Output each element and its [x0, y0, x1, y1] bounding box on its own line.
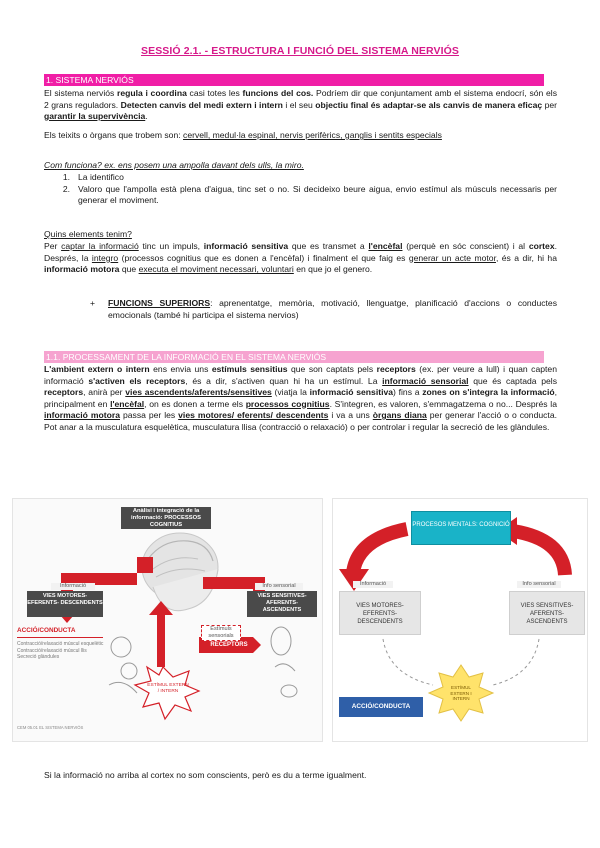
figure-credit: CEM 05.01 EL SISTEMA NERVIÓS	[17, 725, 84, 730]
numbered-list	[44, 172, 557, 207]
motor-pathways-box: VIES MOTORES- EFERENTS- DESCENDENTS	[27, 591, 103, 617]
action-items-list	[17, 641, 107, 661]
question-elements: Quins elements tenim?	[44, 229, 132, 239]
action-item: Secreció glàndules	[17, 654, 60, 660]
stimulus-star-label: ESTÍMUL EXTERN / INTERN	[147, 683, 189, 694]
info-tag-left-right: Informació	[353, 581, 393, 588]
paragraph-intro: El sistema nerviós regula i coordina casi totes les funcions del cos. Podríem dir que conjuntament amb el sistema endocrí, són els 2 grans reguladors. Detecten canvis del medi extern i intern i el seu objectiu final és adaptar-se als canvis de manera eficaç per garantir la supervivència.	[44, 88, 558, 121]
question-how: Com funciona? ex. ens posem una ampolla davant dels ulls, la miro.	[44, 160, 304, 170]
figure-left-drawing	[13, 499, 323, 742]
action-item: Contracció/relaxació múscul llis	[17, 647, 87, 654]
action-item: Contracció/relaxació múscul esquelètic	[17, 641, 104, 647]
cognitive-processes-box: Anàlisi i integració de la informació: PROCESSOS COGNITIUS	[121, 507, 211, 529]
action-box-right: ACCIÓ/CONDUCTA	[339, 697, 423, 717]
section-heading-1-1: 1.1. PROCESSAMENT DE LA INFORMACIÓ EN EL SISTEMA NERVIÓS	[44, 351, 544, 363]
figure-nervous-system-diagram	[332, 498, 588, 742]
action-label: ACCIÓ/CONDUCTA	[17, 627, 76, 634]
paragraph-tissues: Els teixits o òrgans que trobem son: cervell, medul·la espinal, nervis perifèrics, ganglis i sentits especials	[44, 130, 442, 140]
sensory-stimuli-tag: Estímuls sensorials	[201, 625, 241, 641]
sensory-pathways-box: VIES SENSITIVES- AFERENTS- ASCENDENTS	[247, 591, 317, 617]
sensory-pathways-box-right: VIES SENSITIVES- AFERENTS- ASCENDENTS	[509, 591, 585, 635]
paragraph-processing: L'ambient extern o intern ens envia uns estímuls sensitius que son captats pels receptors (ex. per veure a lull) i quan capten informació s'activen els receptors, és a dir, s'activen quan hi ha un estímul. La informació sensorial que és captada pels receptors, anirà per vies ascendents/aferents/sensitives (viatja la informació sensitiva) fins a zones on s'integra la informació, principalment en l'encèfal, on es donen a terme els processos cognitius. S'integren, es valoren, s'emmagatzema o no... Després la informació motora passa per les vies motores/ eferents/ descendents i va a uns òrgans diana per generar l'acció o o conducta. Pot anar a la musculatura esquelètica, musculatura llisa (contracció o relaxació) o per controlar i regular la secreció de les glàndules.	[44, 364, 558, 432]
list-item: 2. Valoro que l'ampolla està plena d'aigua, tinc set o no. Si decideixo beure aigua, envio estímul als músculs necessaris per generar el moviment.	[62, 183, 557, 205]
figure-nervous-system-photo	[12, 498, 323, 742]
sensory-info-tag: Info sensorial	[255, 583, 303, 590]
list-item: 1. La identifico	[62, 172, 124, 182]
motor-pathways-box-right: VIES MOTORES- EFERENTS- DESCENDENTS	[339, 591, 421, 635]
section-heading-1: 1. SISTEMA NERVIÓS	[44, 74, 544, 86]
bullet-superior-functions: + FUNCIONS SUPERIORS: aprenentatge, memòria, motivació, llenguatge, planificació d'accions o conductes emocionals (també hi participa el sistema nervios)	[90, 298, 557, 320]
stimulus-star-right-label: ESTÍMUL EXTERN I INTERN	[450, 685, 472, 701]
info-tag-left: Informació	[51, 583, 95, 590]
page-title: SESSIÓ 2.1. - ESTRUCTURA I FUNCIÓ DEL SISTEMA NERVIÓS	[140, 45, 459, 57]
sensory-info-tag-right: Info sensorial	[517, 581, 561, 588]
mental-processes-box: PROCESOS MENTALS: COGNICIÓ	[411, 511, 511, 545]
footer-note: Si la informació no arriba al cortex no som conscients, però es du a terme igualment.	[44, 770, 367, 780]
receptors-label: RECEPTORS	[210, 642, 248, 648]
paragraph-elements: Per captar la informació tinc un impuls, informació sensitiva que es transmet a l'encèfal (perquè en sóc conscient) i al cortex. Després, la integro (processos cognitius que es donen a l'encèfal) i finalment el que faig es generar un acte motor, és a dir, hi ha informació motora que executa el moviment necessari, voluntari en que jo el genero.	[44, 241, 557, 274]
action-divider	[17, 637, 103, 638]
